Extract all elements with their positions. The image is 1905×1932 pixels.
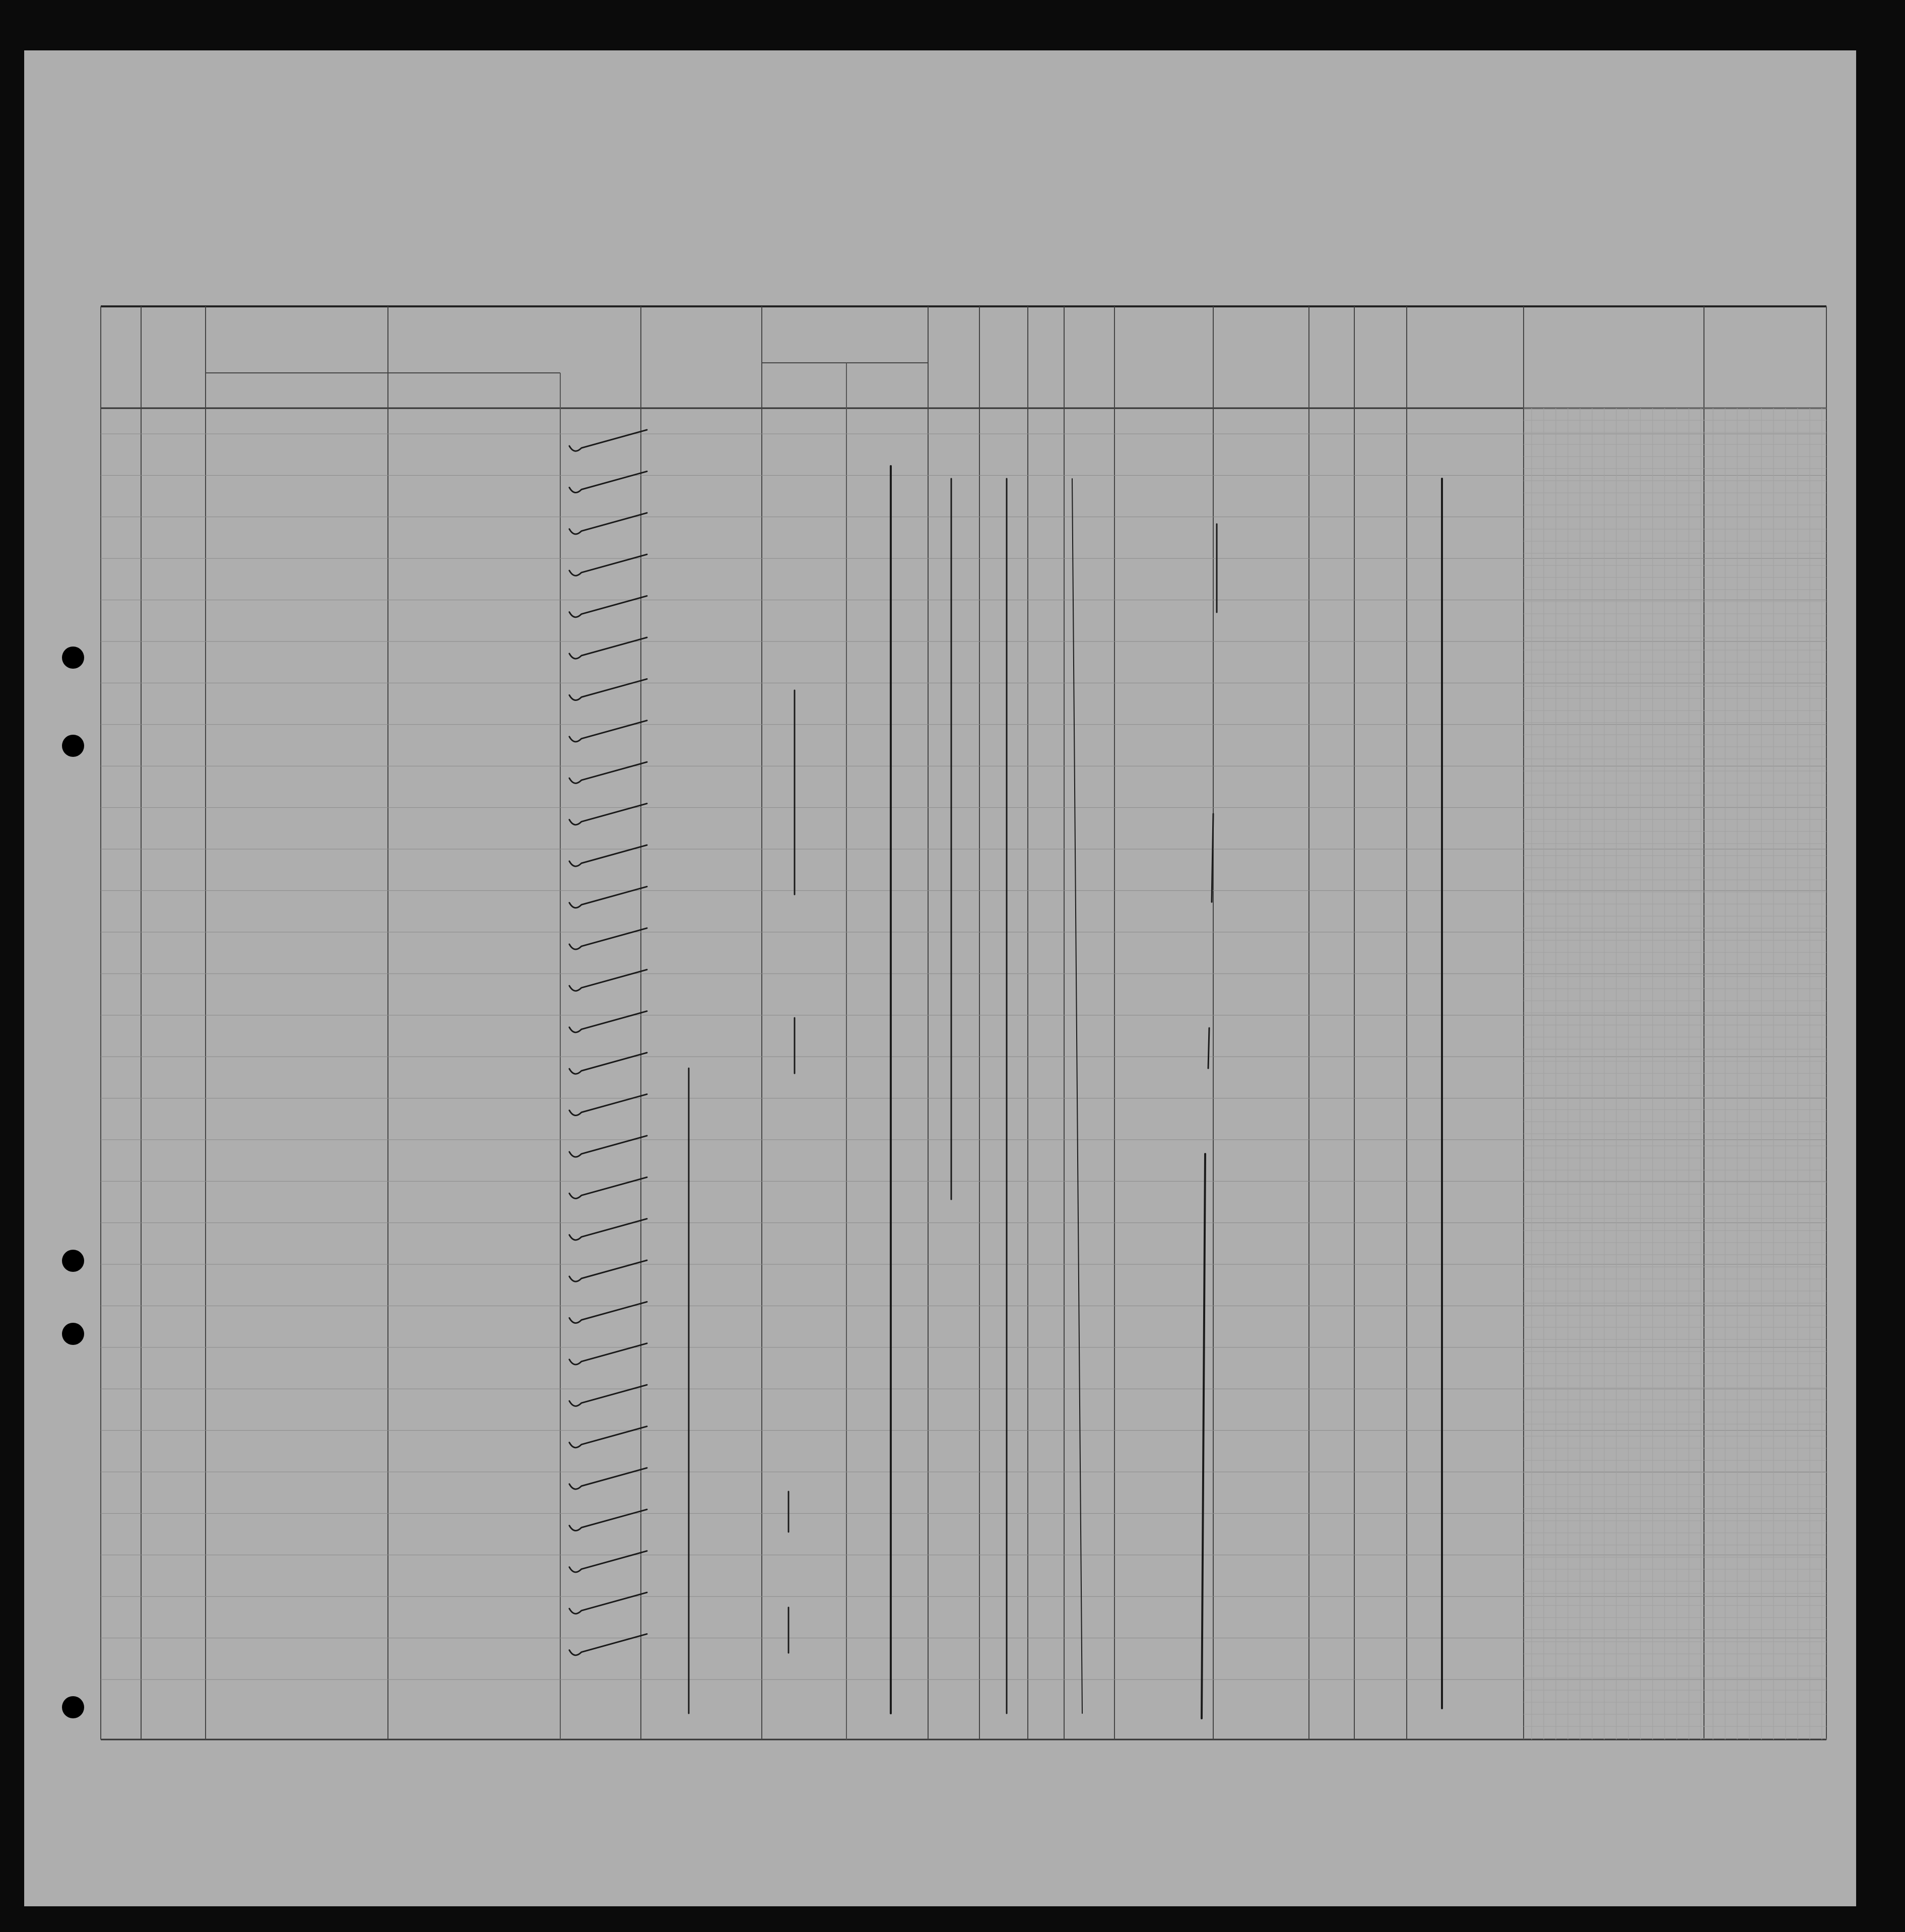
service-check-mark — [569, 762, 647, 783]
ditto-line-nationality — [1208, 1028, 1209, 1068]
service-check-mark — [569, 1011, 647, 1033]
service-check-mark — [569, 721, 647, 742]
service-check-mark — [569, 1094, 647, 1115]
service-check-mark — [569, 637, 647, 659]
service-check-mark — [569, 1427, 647, 1448]
service-check-mark — [569, 886, 647, 908]
service-check-mark — [569, 1468, 647, 1489]
service-check-mark — [569, 1343, 647, 1365]
ditto-line-sex — [1072, 479, 1082, 1713]
service-check-mark — [569, 1177, 647, 1198]
service-check-mark — [569, 1509, 647, 1530]
service-check-mark — [569, 1634, 647, 1655]
service-check-mark — [569, 471, 647, 492]
ditto-line-nationality — [1212, 814, 1213, 902]
service-check-mark — [569, 596, 647, 617]
service-check-mark — [569, 679, 647, 700]
service-check-mark — [569, 970, 647, 991]
service-check-mark — [569, 554, 647, 575]
service-check-mark — [569, 1385, 647, 1406]
service-check-mark — [569, 1551, 647, 1572]
service-check-mark — [569, 430, 647, 451]
service-check-mark — [569, 804, 647, 825]
service-check-mark — [569, 1219, 647, 1240]
service-check-mark — [569, 928, 647, 949]
ditto-line-nationality — [1202, 1154, 1205, 1718]
service-check-mark — [569, 513, 647, 534]
service-check-mark — [569, 1302, 647, 1323]
service-check-mark — [569, 1053, 647, 1074]
service-check-mark — [569, 1592, 647, 1614]
service-check-mark — [569, 845, 647, 866]
service-check-mark — [569, 1136, 647, 1157]
service-check-mark — [569, 1260, 647, 1281]
